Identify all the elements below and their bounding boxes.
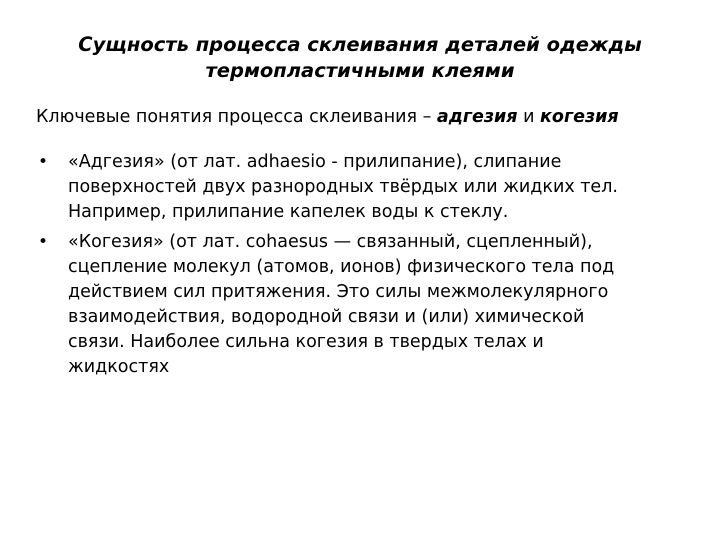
bullet-list	[38, 150, 678, 385]
title-line-1: Сущность процесса склеивания деталей одежды	[78, 33, 642, 56]
slide-title	[40, 32, 680, 84]
bullet-line: «Адгезия» (от лат. adhaesio - прилипание), слипание	[68, 152, 562, 172]
bullet-line: жидкостях	[68, 357, 170, 377]
subtitle-prefix: Ключевые понятия процесса склеивания –	[36, 107, 437, 127]
slide-subtitle	[36, 105, 696, 129]
bullet-item-adhesion	[38, 150, 678, 225]
subtitle-term-adhesion: адгезия	[436, 107, 518, 127]
bullet-marker: •	[38, 232, 49, 252]
bullet-marker: •	[38, 152, 49, 172]
subtitle-connector: и	[517, 107, 541, 127]
bullet-line: «Когезия» (от лат. cohaesus — связанный, сцепленный),	[68, 232, 593, 252]
subtitle-term-cohesion: когезия	[540, 107, 619, 127]
bullet-line: действием сил притяжения. Это силы межмолекулярного	[68, 282, 609, 302]
bullet-line: связи. Наиболее сильна когезия в твердых телах и	[68, 332, 544, 352]
bullet-line: поверхностей двух разнородных твёрдых или жидких тел.	[68, 177, 618, 197]
title-line-2: термопластичными клеями	[205, 59, 515, 82]
bullet-line: взаимодействия, водородной связи и (или) химической	[68, 307, 585, 327]
bullet-line: Например, прилипание капелек воды к стеклу.	[68, 202, 509, 222]
bullet-line: сцепление молекул (атомов, ионов) физического тела под	[68, 257, 615, 277]
bullet-item-cohesion	[38, 230, 678, 380]
